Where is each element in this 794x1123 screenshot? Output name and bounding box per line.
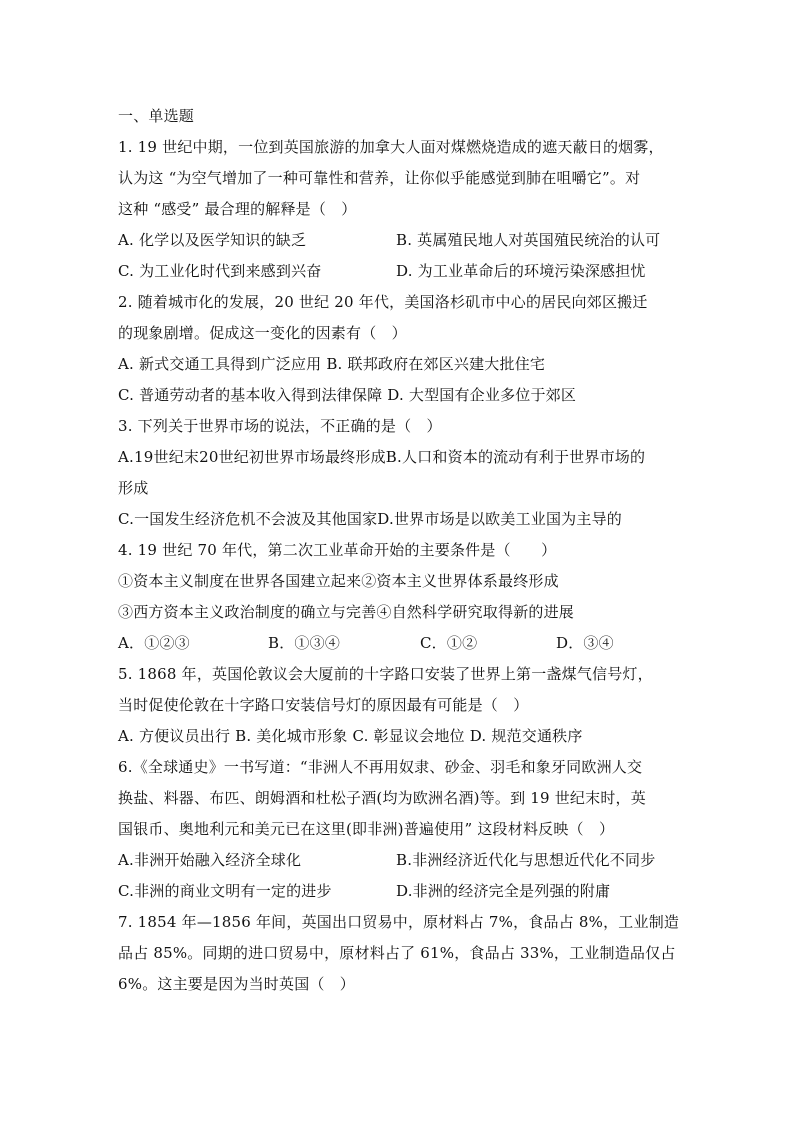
question-4 bbox=[118, 535, 680, 659]
question-text-line: 国银币、奥地利元和美元已在这里(即非洲)普遍使用” 这段材料反映（ ） bbox=[118, 820, 615, 838]
options-line: C. 普通劳动者的基本收入得到法律保障 D. 大型国有企业多位于郊区 bbox=[118, 386, 577, 404]
question-text-line: 这种 “感受” 最合理的解释是（ ） bbox=[118, 200, 357, 218]
option-d: D．③④ bbox=[556, 634, 614, 652]
option-c: C. 为工业化时代到来感到兴奋 bbox=[118, 262, 322, 280]
option-d: D.非洲的经济完全是列强的附庸 bbox=[396, 882, 611, 900]
question-text-line: 换盐、料器、布匹、朗姆酒和杜松子酒(均为欧洲名酒)等。到 19 世纪末时，英 bbox=[118, 789, 646, 807]
options-line: C.一国发生经济危机不会波及其他国家D.世界市场是以欧美工业国为主导的 bbox=[118, 510, 622, 528]
options-line: A. 新式交通工具得到广泛应用 B. 联邦政府在郊区兴建大批住宅 bbox=[118, 355, 546, 373]
question-text-line: 6.《全球通史》一书写道：“非洲人不再用奴隶、砂金、羽毛和象牙同欧洲人交 bbox=[118, 758, 643, 776]
options-line: 形成 bbox=[118, 479, 149, 497]
question-text-line: ①资本主义制度在世界各国建立起来②资本主义世界体系最终形成 bbox=[118, 572, 559, 590]
option-d: D. 为工业革命后的环境污染深感担忧 bbox=[396, 262, 646, 280]
question-text-line: 5. 1868 年，英国伦敦议会大厦前的十字路口安装了世界上第一盏煤气信号灯， bbox=[118, 665, 653, 683]
question-text-line: 3. 下列关于世界市场的说法，不正确的是（ ） bbox=[118, 417, 442, 435]
options-line: A.19世纪末20世纪初世界市场最终形成B.人口和资本的流动有利于世界市场的 bbox=[118, 448, 646, 466]
option-a: A．①②③ bbox=[118, 634, 190, 652]
question-text-line: 的现象剧增。促成这一变化的因素有（ ） bbox=[118, 324, 407, 342]
option-c: C．①② bbox=[420, 634, 478, 652]
question-2 bbox=[118, 287, 680, 411]
option-b: B.非洲经济近代化与思想近代化不同步 bbox=[396, 851, 656, 869]
question-7 bbox=[118, 907, 680, 1000]
options-row bbox=[118, 256, 680, 287]
options-row bbox=[118, 225, 680, 256]
exam-content bbox=[118, 101, 680, 1000]
question-text-line: 2. 随着城市化的发展，20 世纪 20 年代，美国洛杉矶市中心的居民向郊区搬迁 bbox=[118, 293, 648, 311]
option-a: A. 化学以及医学知识的缺乏 bbox=[118, 231, 307, 249]
question-text-line: 4. 19 世纪 70 年代，第二次工业革命开始的主要条件是（ ） bbox=[118, 541, 557, 559]
option-b: B．①③④ bbox=[268, 634, 341, 652]
option-b: B. 英属殖民地人对英国殖民统治的认可 bbox=[396, 231, 661, 249]
question-text-line: 当时促使伦敦在十字路口安装信号灯的原因最有可能是（ ） bbox=[118, 696, 529, 714]
option-c: C.非洲的商业文明有一定的进步 bbox=[118, 882, 332, 900]
option-a: A.非洲开始融入经济全球化 bbox=[118, 851, 302, 869]
options-row bbox=[118, 876, 680, 907]
question-6 bbox=[118, 752, 680, 907]
question-text-line: 认为这 “为空气增加了一种可靠性和营养，让你似乎能感觉到肺在咀嚼它”。对 bbox=[118, 169, 641, 187]
question-text-line: 品占 85%。同期的进口贸易中，原材料占了 61%，食品占 33%，工业制造品仅占 bbox=[118, 944, 676, 962]
question-1 bbox=[118, 132, 680, 287]
question-text-line: 6%。这主要是因为当时英国（ ） bbox=[118, 975, 355, 993]
question-text-line: 1. 19 世纪中期，一位到英国旅游的加拿大人面对煤燃烧造成的遮天蔽日的烟雾， bbox=[118, 138, 664, 156]
options-row bbox=[118, 628, 680, 659]
options-row bbox=[118, 845, 680, 876]
question-text-line: 7. 1854 年—1856 年间，英国出口贸易中，原材料占 7%，食品占 8%，工业制造 bbox=[118, 913, 680, 931]
question-3 bbox=[118, 411, 680, 535]
question-text-line: ③西方资本主义政治制度的确立与完善④自然科学研究取得新的进展 bbox=[118, 603, 575, 621]
section-title: 一、单选题 bbox=[118, 107, 195, 125]
options-line: A. 方便议员出行 B. 美化城市形象 C. 彰显议会地位 D. 规范交通秩序 bbox=[118, 727, 583, 745]
question-5 bbox=[118, 659, 680, 752]
